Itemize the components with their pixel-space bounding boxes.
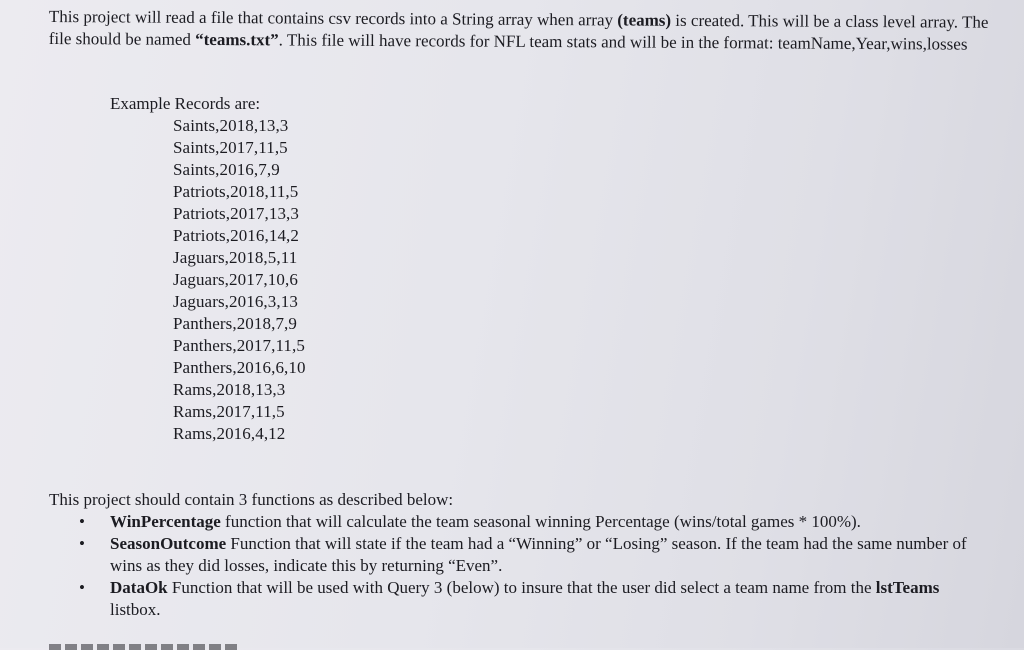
intro-text-3: . This file will have records for NFL team stats and will be in the format: teamName,Year,wins,losses bbox=[278, 30, 968, 54]
function-item-seasonoutcome bbox=[49, 533, 989, 577]
intro-paragraph bbox=[49, 6, 989, 56]
record-item: Rams,2018,13,3 bbox=[173, 380, 286, 399]
functions-list bbox=[49, 511, 989, 621]
record-item: Rams,2016,4,12 bbox=[173, 424, 286, 443]
intro-bold-teams: (teams) bbox=[617, 10, 672, 30]
record-item: Saints,2017,11,5 bbox=[173, 138, 288, 157]
bullet-icon: • bbox=[79, 512, 85, 531]
record-item: Rams,2017,11,5 bbox=[173, 402, 285, 421]
bullet-icon: • bbox=[79, 578, 85, 597]
record-item: Panthers,2018,7,9 bbox=[173, 314, 297, 333]
function-item-dataok bbox=[49, 577, 989, 621]
function-desc: Function that will be used with Query 3 (below) to insure that the user did select a team name from the bbox=[167, 578, 876, 597]
functions-heading: This project should contain 3 functions as described below: bbox=[49, 490, 454, 509]
function-desc-tail: listbox. bbox=[110, 600, 161, 619]
records-list bbox=[110, 115, 306, 445]
record-item: Panthers,2017,11,5 bbox=[173, 336, 305, 355]
example-records-section bbox=[110, 93, 306, 445]
function-item-winpercentage bbox=[49, 511, 989, 533]
function-name: DataOk bbox=[110, 578, 168, 597]
intro-bold-filename: “teams.txt” bbox=[195, 29, 279, 50]
record-item: Patriots,2017,13,3 bbox=[173, 204, 299, 223]
record-item: Patriots,2016,14,2 bbox=[173, 226, 299, 245]
intro-text-1: This project will read a file that contains csv records into a String array when array bbox=[48, 6, 618, 30]
records-heading: Example Records are: bbox=[110, 94, 261, 113]
functions-section bbox=[49, 489, 989, 621]
intro-text-2: is created. This will be a class level array. The file should be named bbox=[48, 10, 989, 49]
function-name: SeasonOutcome bbox=[110, 534, 227, 553]
function-desc: function that will calculate the team seasonal winning Percentage (wins/total games * 100%). bbox=[220, 512, 861, 531]
record-item: Saints,2018,13,3 bbox=[173, 116, 289, 135]
function-desc: Function that will state if the team had a “Winning” or “Losing” season. If the team had the same number of wins as they did losses, indicate this by returning “Even”. bbox=[110, 534, 967, 575]
record-item: Jaguars,2018,5,11 bbox=[173, 248, 298, 267]
record-item: Saints,2016,7,9 bbox=[173, 160, 280, 179]
record-item: Jaguars,2017,10,6 bbox=[173, 270, 298, 289]
record-item: Panthers,2016,6,10 bbox=[173, 358, 306, 377]
bullet-icon: • bbox=[79, 534, 85, 553]
listbox-name: lstTeams bbox=[875, 578, 940, 597]
function-name: WinPercentage bbox=[110, 512, 221, 531]
record-item: Jaguars,2016,3,13 bbox=[173, 292, 298, 311]
record-item: Patriots,2018,11,5 bbox=[173, 182, 299, 201]
